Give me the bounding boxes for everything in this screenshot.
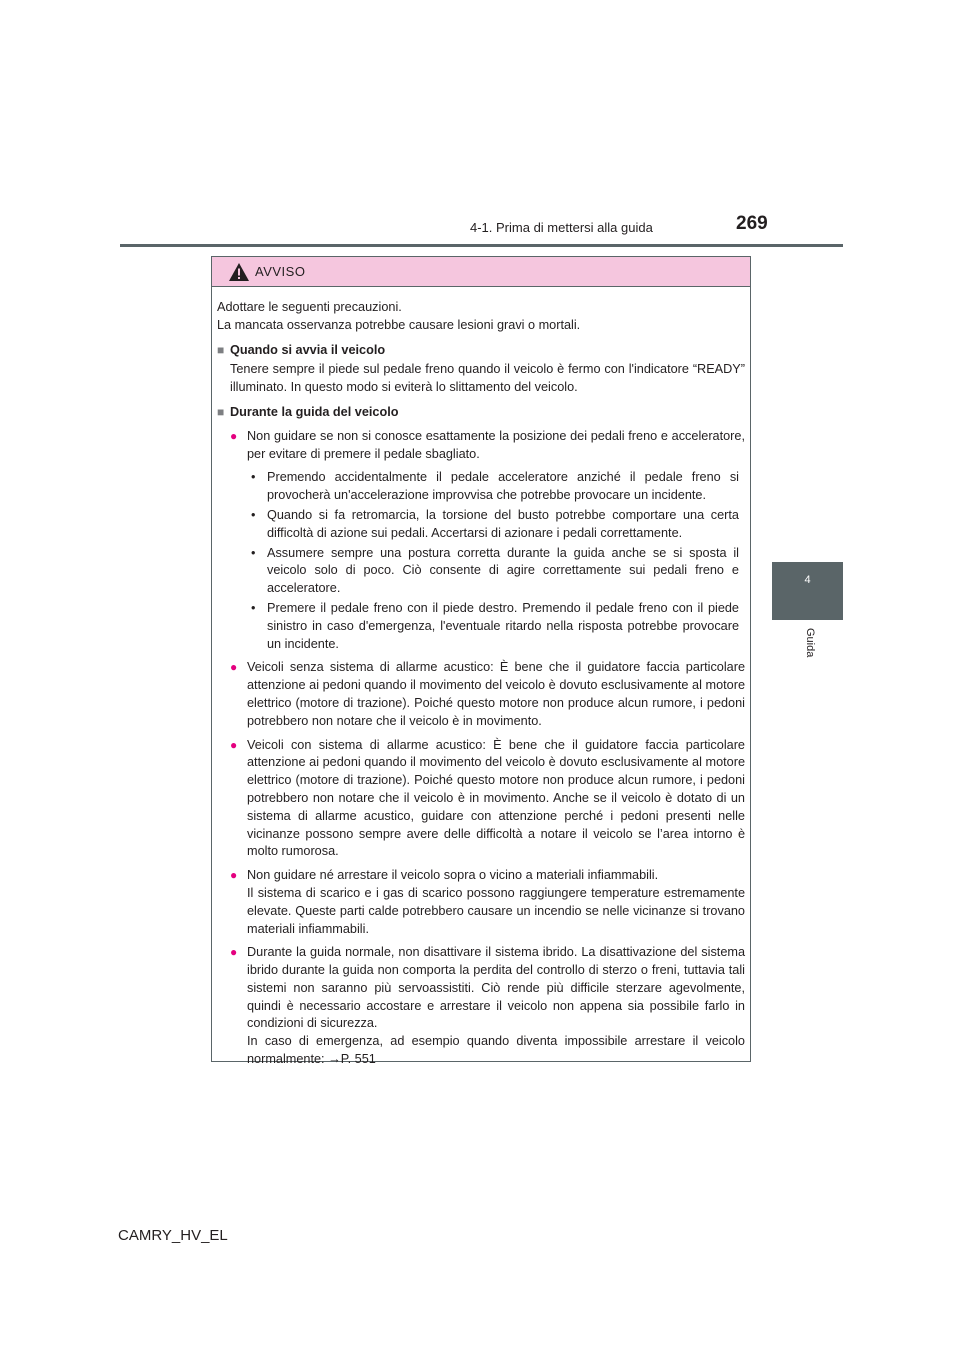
- bullet-item: [217, 659, 745, 730]
- bullet-text-block: [247, 944, 745, 1069]
- bullet-item: [217, 867, 745, 938]
- chapter-tab: [772, 562, 843, 620]
- sub-item-text: Quando si fa retromarcia, la torsione del busto potrebbe comportare una certa difficoltà di azione sui pedali. Accertarsi di azionare i pedali correttamente.: [267, 507, 739, 540]
- intro-line: La mancata osservanza potrebbe causare lesioni gravi o mortali.: [217, 317, 581, 332]
- sub-item-text: Assumere sempre una postura corretta durante la guida anche se si sposta il veicolo solo di poco. Ciò consente di agire correttamente sui pedali freno e acceleratore.: [267, 545, 739, 596]
- square-bullet-icon: ■: [217, 342, 225, 357]
- round-bullet-icon: ●: [230, 428, 238, 443]
- warning-title: AVVISO: [255, 264, 306, 279]
- bullet-text: Non guidare né arrestare il veicolo sopra o vicino a materiali infiammabili.: [247, 868, 659, 883]
- bullet-text: Non guidare se non si conosce esattamente la posizione dei pedali freno e acceleratore, per evitare di premere il pedale sbagliato.: [247, 428, 745, 461]
- bullet-text: Veicoli senza sistema di allarme acustico: È bene che il guidatore faccia particolare attenzione ai pedoni quando il movimento del veicolo è dovuto esclusivamente al motore elettrico (motore di trazione). Poiché questo motore non produce alcun rumore, i pedoni potrebbero non notare che il veicolo è in movimento.: [247, 660, 745, 728]
- section-heading-text: Quando si avvia il veicolo: [230, 342, 386, 357]
- bullet-item: [217, 944, 745, 1069]
- section-text: Tenere sempre il piede sul pedale freno quando il veicolo è fermo con l'indicatore “READY” illuminato. In questo modo si eviterà lo slittamento del veicolo.: [230, 362, 745, 395]
- round-bullet-icon: ●: [230, 737, 238, 752]
- sub-item: [217, 469, 739, 505]
- sub-bullet: •: [251, 470, 256, 485]
- bullet-item: [217, 737, 745, 862]
- warning-header: [212, 257, 750, 287]
- chapter-number: 4: [804, 574, 811, 586]
- round-bullet-icon: ●: [230, 660, 238, 675]
- sub-bullet: •: [251, 507, 256, 522]
- page-number: 269: [736, 213, 768, 234]
- sub-item: [217, 507, 739, 543]
- sub-bullet: •: [251, 600, 256, 615]
- page-reference: In caso di emergenza, ad esempio quando diventa impossibile arrestare il veicolo normalmente: →P. 551: [247, 1034, 745, 1067]
- document-code: CAMRY_HV_EL: [118, 1227, 228, 1244]
- round-bullet-icon: ●: [230, 945, 238, 960]
- header-rule: [120, 244, 843, 247]
- section-title: 4-1. Prima di mettersi alla guida: [470, 220, 653, 235]
- section-heading-text: Durante la guida del veicolo: [230, 404, 399, 419]
- sub-bullet: •: [251, 545, 256, 560]
- sub-list: [217, 469, 745, 653]
- bullet-text: Il sistema di scarico e i gas di scarico possono raggiungere temperature estremamente elevate. Queste parti calde potrebbero causare un incendio se nelle vicinanze si trovano materiali infiammabili.: [247, 885, 745, 936]
- chapter-label: Guida: [804, 628, 816, 658]
- sub-item-text: Premere il pedale freno con il piede destro. Premendo il pedale freno con il piede sinistro in caso d'emergenza, l'eventuale ritardo nella risposta potrebbe provocare un incidente.: [267, 600, 739, 651]
- sub-item: [217, 600, 739, 653]
- bullet-text: Durante la guida normale, non disattivare il sistema ibrido. La disattivazione del sistema ibrido durante la guida non comporta la perdita del controllo di sterzo o freni, tuttavia tali sistemi non saranno più servoassistiti. Ciò rende più difficile sterzare agevolmente, quindi è necessario accostare e arrestare il veicolo non appena sia possibile farlo in condizioni di sicurezza.: [247, 945, 745, 1031]
- section-heading: [217, 342, 745, 360]
- warning-body: [212, 287, 750, 1069]
- warning-box: [211, 256, 751, 1067]
- section-heading: [217, 404, 745, 422]
- bullet-item: [217, 428, 745, 464]
- sub-item-text: Premendo accidentalmente il pedale acceleratore anziché il pedale freno si provocherà un'accelerazione improvvisa che potrebbe provocare un incidente.: [267, 470, 739, 503]
- sub-item: [217, 545, 739, 598]
- bullet-text: Veicoli con sistema di allarme acustico: È bene che il guidatore faccia particolare attenzione ai pedoni quando il movimento del veicolo è dovuto esclusivamente al motore elettrico (motore di trazione). Poiché questo motore non produce alcun rumore, i pedoni potrebbero non notare che il veicolo è in movimento. Anche se il veicolo è dotato di un sistema di allarme acustico, guidare con attenzione perché i pedoni presenti nelle vicinanze possono sempre avere delle difficoltà a notare il veicolo se l’area intorno è molto rumorosa.: [247, 737, 745, 859]
- bullet-text-block: [247, 867, 745, 938]
- warning-triangle-icon: [228, 262, 250, 287]
- round-bullet-icon: ●: [230, 868, 238, 883]
- square-bullet-icon: ■: [217, 404, 225, 419]
- intro-line: Adottare le seguenti precauzioni.: [217, 300, 402, 314]
